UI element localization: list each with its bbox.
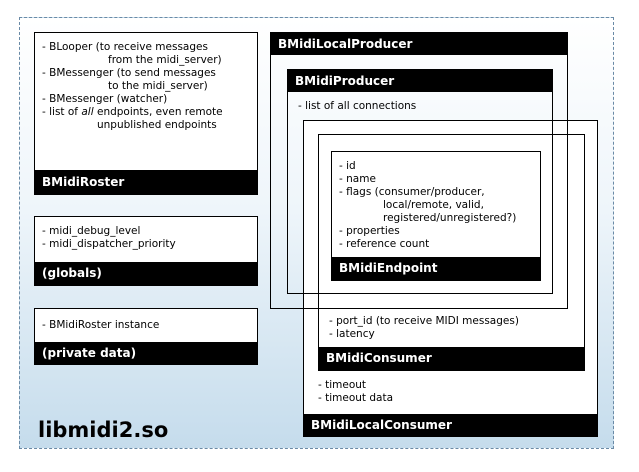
globals-title: (globals) <box>35 262 257 285</box>
endpoint-member: local/remote, valid, <box>383 199 484 211</box>
roster-member: - BMessenger (watcher) <box>42 93 168 105</box>
endpoint-title: BMidiEndpoint <box>332 257 540 280</box>
roster-member-endpoints <box>42 106 223 119</box>
consumer-members <box>329 315 519 341</box>
endpoint-member: - flags (consumer/producer, <box>339 186 485 198</box>
roster-member: to the midi_server) <box>108 80 208 92</box>
endpoint-member: - properties <box>339 225 400 237</box>
consumer-member: - latency <box>329 328 375 340</box>
roster-member: from the midi_server) <box>108 54 222 66</box>
endpoint-member: - id <box>339 160 356 172</box>
roster-member: unpublished endpoints <box>97 119 217 131</box>
globals-member: - midi_dispatcher_priority <box>42 238 176 250</box>
consumer-member: - port_id (to receive MIDI messages) <box>329 315 519 327</box>
roster-member-text: endpoints, even remote <box>93 106 223 118</box>
library-name: libmidi2.so <box>38 418 169 442</box>
roster-member: - BMessenger (to send messages <box>42 67 216 79</box>
roster-member-emphasis: all <box>81 106 94 118</box>
private-data-members <box>42 319 159 332</box>
local-consumer-members <box>318 379 393 405</box>
endpoint-members <box>339 160 516 251</box>
local-producer-title: BMidiLocalProducer <box>271 33 567 55</box>
endpoint-member: - reference count <box>339 238 430 250</box>
globals-box <box>34 216 258 286</box>
private-data-member: - BMidiRoster instance <box>42 319 160 331</box>
endpoint-member: - name <box>339 173 376 185</box>
globals-members <box>42 225 176 251</box>
roster-box <box>34 32 258 195</box>
producer-title: BMidiProducer <box>288 70 552 92</box>
private-data-title: (private data) <box>35 342 257 364</box>
local-consumer-member: - timeout data <box>318 392 394 404</box>
roster-members <box>42 41 223 132</box>
endpoint-box <box>331 151 541 281</box>
globals-member: - midi_debug_level <box>42 225 141 237</box>
private-data-box <box>34 308 258 365</box>
consumer-title: BMidiConsumer <box>319 347 584 370</box>
roster-title: BMidiRoster <box>35 170 257 194</box>
roster-member-text: - list of <box>42 106 82 118</box>
local-consumer-title: BMidiLocalConsumer <box>304 414 597 436</box>
local-consumer-member: - timeout <box>318 379 367 391</box>
producer-members <box>298 100 416 113</box>
endpoint-member: registered/unregistered?) <box>383 212 517 224</box>
roster-member: - BLooper (to receive messages <box>42 41 208 53</box>
producer-member: - list of all connections <box>298 100 417 112</box>
